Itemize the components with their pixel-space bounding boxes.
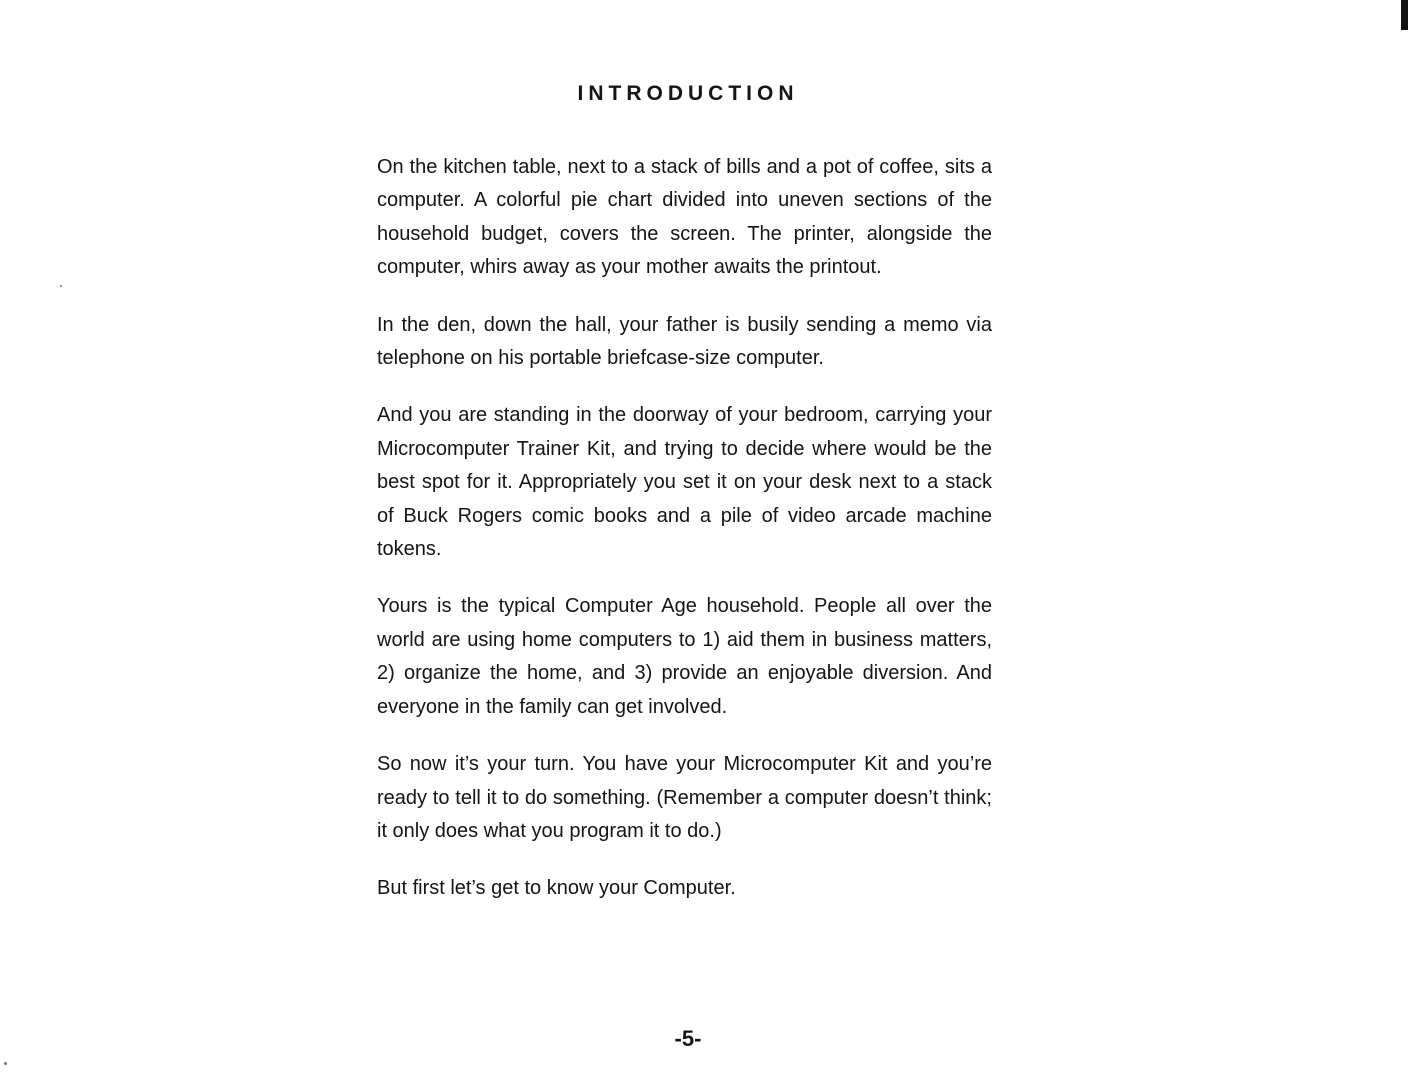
scan-speck xyxy=(4,1062,7,1065)
body-text xyxy=(377,151,992,930)
paragraph-your-turn: So now it’s your turn. You have your Microcomputer Kit and you’re ready to tell it to do something. (Remember a computer doesn’t think; it only does what you program it to do.) xyxy=(377,753,992,842)
paragraph-den: In the den, down the hall, your father is busily sending a memo via telephone on his portable briefcase-size computer. xyxy=(377,313,992,370)
paragraph-kitchen: On the kitchen table, next to a stack of bills and a pot of coffee, sits a computer. A colorful pie chart divided into uneven sections of the household budget, covers the screen. The printer, alongside the computer, whirs away as your mother awaits the printout. xyxy=(377,156,992,279)
scan-speck xyxy=(60,285,62,287)
page-number: -5- xyxy=(674,1026,702,1051)
paragraph-household: Yours is the typical Computer Age household. People all over the world are using home computers to 1) aid them in business matters, 2) organize the home, and 3) provide an enjoyable diversion. And everyone in the family can get involved. xyxy=(377,595,992,718)
scan-edge-mark xyxy=(1401,0,1408,30)
page-title: INTRODUCTION xyxy=(577,82,799,105)
paragraph-closing: But first let’s get to know your Computer. xyxy=(377,877,736,900)
paragraph-bedroom: And you are standing in the doorway of your bedroom, carrying your Microcomputer Trainer Kit, and trying to decide where would be the best spot for it. Appropriately you set it on your desk next to a stack of Buck Rogers comic books and a pile of video arcade machine tokens. xyxy=(377,404,992,561)
